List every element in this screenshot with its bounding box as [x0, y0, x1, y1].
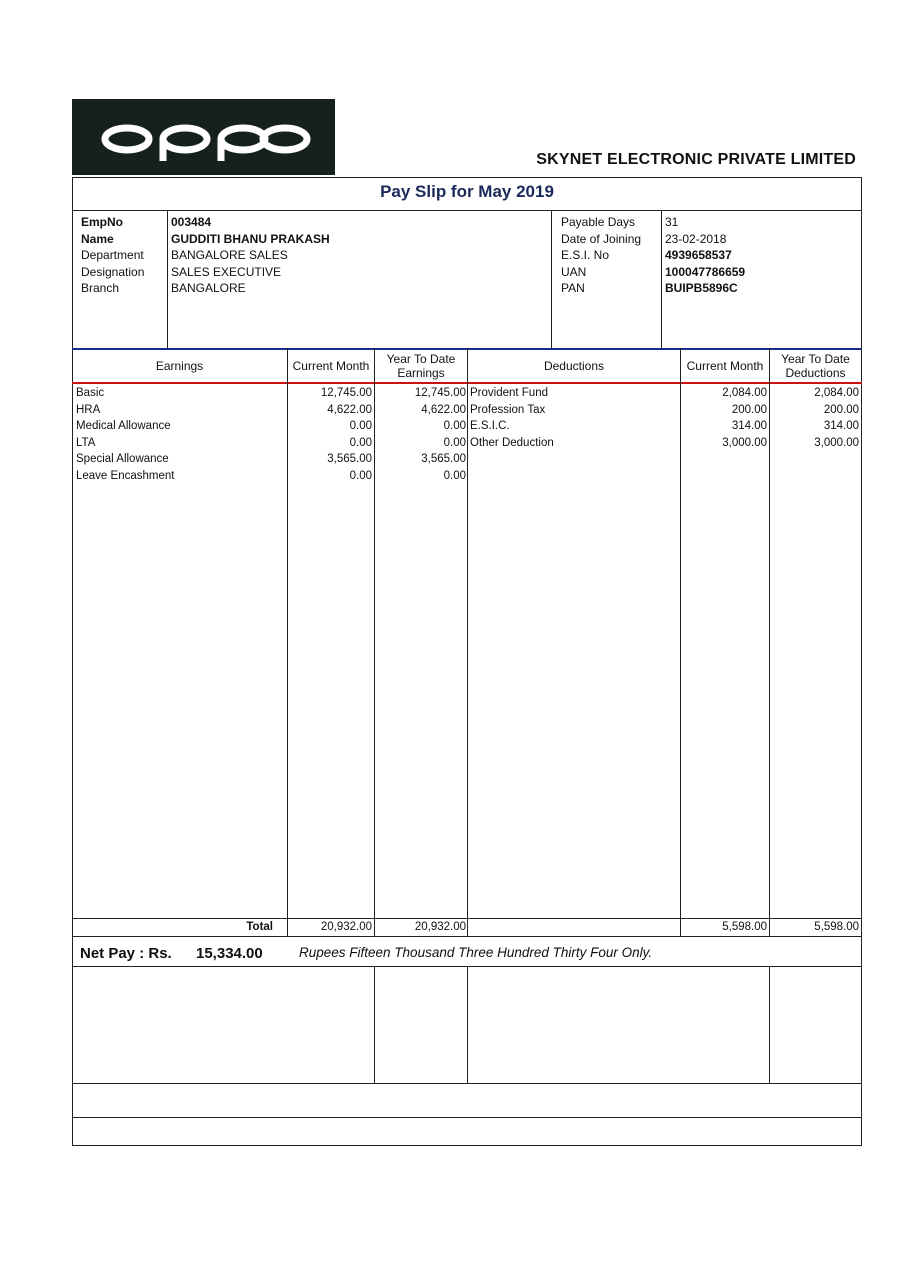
esi-no-value: 4939658537	[665, 248, 732, 262]
signature-bottom-rule	[72, 1083, 862, 1084]
earning-current-lta: 0.00	[349, 436, 372, 449]
earning-name-hra: HRA	[76, 403, 101, 416]
deduction-current-esic: 314.00	[731, 420, 767, 432]
deduction-current-ptax: 200.00	[731, 403, 767, 416]
earning-ytd-special: 3,565.00	[421, 453, 466, 465]
employee-values-left	[171, 214, 330, 297]
employee-col-divider	[167, 210, 168, 348]
earning-ytd-hra: 4,622.00	[421, 403, 466, 416]
earning-current-leave: 0.00	[349, 469, 372, 482]
earning-ytd-basic: 12,745.00	[414, 387, 466, 399]
footer-rule	[72, 1117, 862, 1118]
total-earnings-ytd: 20,932.00	[414, 921, 466, 933]
net-pay-in-words: Rupees Fifteen Thousand Three Hundred Thirty Four Only.	[299, 945, 653, 960]
earning-current-basic: 12,745.00	[320, 387, 372, 399]
employee-labels-left	[81, 214, 144, 297]
deduction-name-esic: E.S.I.C.	[470, 420, 510, 432]
title-divider	[72, 210, 862, 211]
deduction-ytd-other: 3,000.00	[814, 436, 859, 449]
net-pay-label: Net Pay : Rs.	[80, 945, 172, 962]
ytd-deductions-header-line1: Year To Date	[781, 352, 850, 366]
deduction-ytd-esic: 314.00	[823, 420, 859, 432]
deduction-name-pf: Provident Fund	[470, 387, 548, 399]
deduction-ytd-ptax: 200.00	[823, 403, 859, 416]
deductions-ytd-column	[770, 385, 859, 451]
totals-bottom-rule	[72, 936, 862, 937]
designation-value: SALES EXECUTIVE	[171, 264, 282, 279]
deductions-current-column	[681, 385, 767, 451]
employee-col-divider	[551, 210, 552, 348]
earning-current-medical: 0.00	[349, 420, 372, 432]
ytd-deductions-header-line2: Deductions	[785, 366, 846, 380]
deduction-name-ptax: Profession Tax	[470, 403, 546, 416]
employee-col-divider	[661, 210, 662, 348]
date-of-joining-value: 23-02-2018	[665, 231, 727, 246]
earnings-names-column	[76, 385, 284, 484]
earning-ytd-medical: 0.00	[443, 420, 466, 432]
signature-col-divider	[374, 966, 375, 1083]
department-value: BANGALORE SALES	[171, 248, 288, 262]
pan-label: PAN	[561, 281, 585, 295]
payslip-title: Pay Slip for May 2019	[380, 182, 554, 201]
date-of-joining-label: Date of Joining	[561, 231, 642, 246]
signature-col-divider	[769, 966, 770, 1083]
current-month-header: Current Month	[292, 359, 370, 373]
earning-ytd-lta: 0.00	[443, 436, 466, 449]
deductions-names-column	[470, 385, 678, 451]
name-label: Name	[81, 231, 114, 246]
branch-label: Branch	[81, 281, 120, 295]
deductions-header: Deductions	[543, 359, 605, 373]
current-month-deductions-header: Current Month	[686, 359, 764, 373]
company-logo	[72, 99, 335, 175]
earning-current-special: 3,565.00	[327, 453, 372, 465]
ytd-earnings-header-line2: Earnings	[397, 366, 445, 380]
earning-name-medical: Medical Allowance	[76, 420, 171, 432]
employee-values-right	[665, 214, 745, 297]
earnings-ytd-column	[375, 385, 466, 484]
empno-value: 003484	[171, 215, 212, 229]
earning-ytd-leave: 0.00	[443, 469, 466, 482]
uan-value: 100047786659	[665, 264, 746, 279]
earning-name-lta: LTA	[76, 436, 96, 449]
deduction-ytd-pf: 2,084.00	[814, 387, 859, 399]
total-deductions-current: 5,598.00	[722, 921, 767, 933]
earning-current-hra: 4,622.00	[327, 403, 372, 416]
employee-labels-right	[561, 214, 641, 297]
esi-no-label: E.S.I. No	[561, 248, 610, 262]
name-value: GUDDITI BHANU PRAKASH	[171, 231, 330, 246]
company-name: SKYNET ELECTRONIC PRIVATE LIMITED	[536, 151, 856, 168]
total-earnings-current: 20,932.00	[320, 921, 372, 933]
department-label: Department	[81, 248, 144, 262]
earnings-header: Earnings	[155, 359, 204, 373]
deduction-current-pf: 2,084.00	[722, 387, 767, 399]
branch-value: BANGALORE	[171, 281, 246, 295]
deduction-name-other: Other Deduction	[470, 436, 554, 449]
earning-name-basic: Basic	[76, 387, 105, 399]
payable-days-label: Payable Days	[561, 215, 636, 229]
earning-name-leave: Leave Encashment	[76, 469, 175, 482]
total-deductions-ytd: 5,598.00	[814, 921, 859, 933]
empno-label: EmpNo	[81, 215, 123, 229]
earnings-current-column	[288, 385, 372, 484]
ytd-earnings-header-line1: Year To Date	[386, 352, 456, 366]
uan-label: UAN	[561, 264, 587, 279]
net-pay-amount: 15,334.00	[196, 945, 263, 962]
pan-value: BUIPB5896C	[665, 281, 738, 295]
table-col-divider	[467, 348, 468, 936]
payable-days-value: 31	[665, 215, 679, 229]
signature-col-divider	[467, 966, 468, 1083]
deduction-current-other: 3,000.00	[722, 436, 767, 449]
total-label: Total	[246, 921, 273, 933]
ytd-earnings-header	[375, 352, 467, 380]
designation-label: Designation	[81, 264, 145, 279]
earning-name-special: Special Allowance	[76, 453, 169, 465]
ytd-deductions-header	[770, 352, 861, 380]
oppo-logo-icon	[72, 99, 335, 175]
